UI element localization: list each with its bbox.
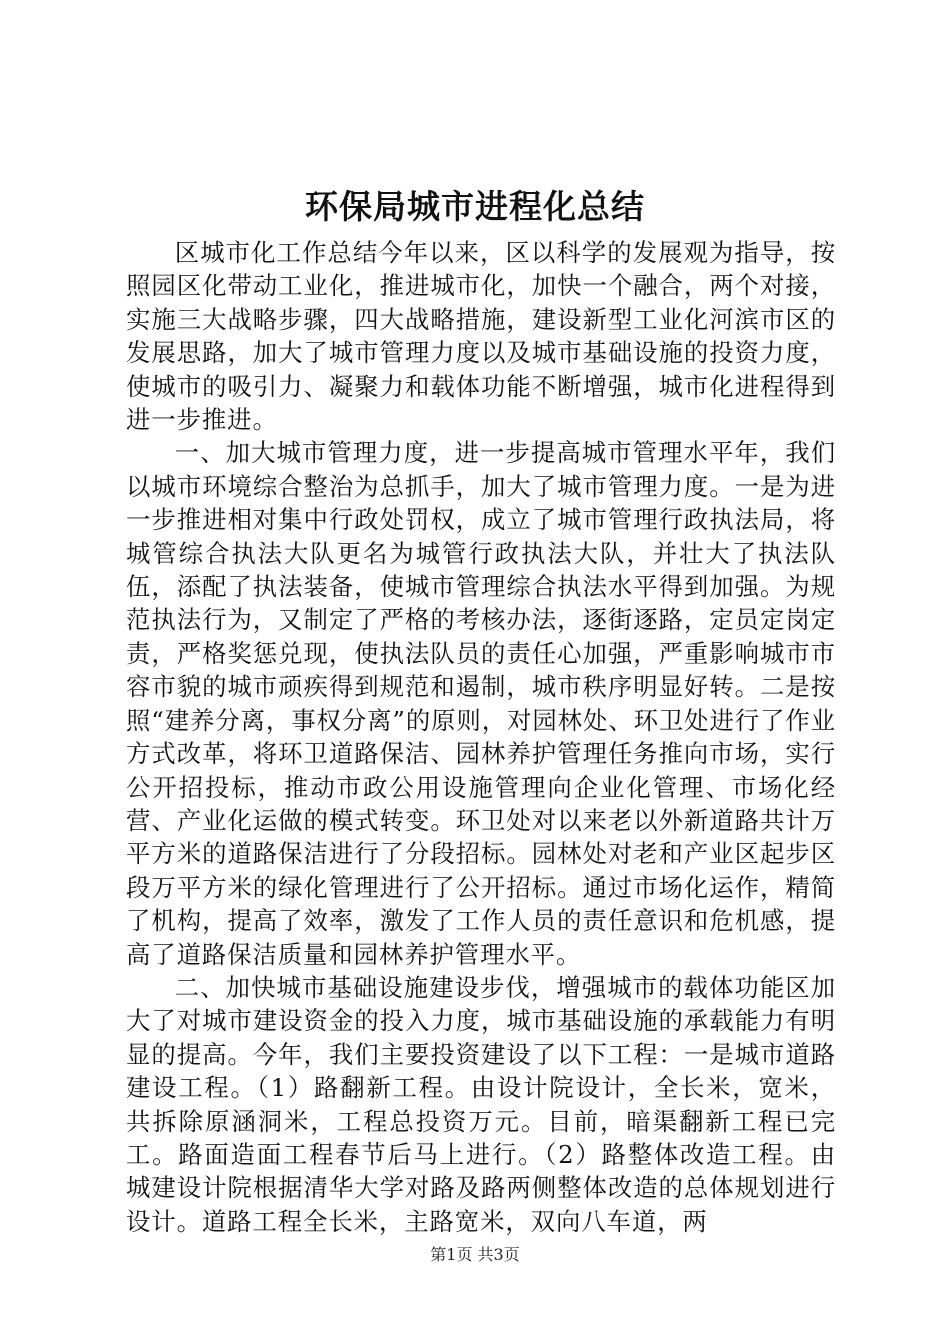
paragraph-section-one: 一、加大城市管理力度，进一步提高城市管理水平年，我们以城市环境综合整治为总抓手，加大了城市管理力度。一是为进一步推进相对集中行政处罚权，成立了城市管理行政执法局，将城管综合执法大队更名为城管行政执法大队，并壮大了执法队伍，添配了执法装备，使城市管理综合执法水平得到加强。为规范执法行为，又制定了严格的考核办法，逐街逐路，定员定岗定责，严格奖惩兑现，使执法队员的责任心加强，严重影响城市市容市貌的城市顽疾得到规范和遏制，城市秩序明显好转。二是按照“建养分离，事权分离”的原则，对园林处、环卫处进行了作业方式改革，将环卫道路保洁、园林养护管理任务推向市场，实行公开招投标，推动市政公用设施管理向企业化管理、市场化经营、产业化运做的模式转变。环卫处对以来老以外新道路共计万平方米的道路保洁进行了分段招标。园林处对老和产业区起步区段万平方米的绿化管理进行了公开招标。通过市场化运作，精简了机构，提高了效率，激发了工作人员的责任意识和危机感，提高了道路保洁质量和园林养护管理水平。 [126,438,836,969]
page-indicator: 第1页 共3页 [430,1245,520,1264]
document-title: 环保局城市进程化总结 [305,187,645,226]
paragraph-intro: 区城市化工作总结今年以来，区以科学的发展观为指导，按照园区化带动工业化，推进城市化，加快一个融合，两个对接，实施三大战略步骤，四大战略措施，建设新型工业化河滨市区的发展思路，加大了城市管理力度以及城市基础设施的投资力度，使城市的吸引力、凝聚力和载体功能不断增强，城市化进程得到进一步推进。 [126,238,836,435]
document-body [126,236,836,1238]
page-footer [0,1243,950,1267]
paragraph-section-two: 二、加快城市基础设施建设步伐，增强城市的载体功能区加大了对城市建设资金的投入力度，城市基础设施的承载能力有明显的提高。今年，我们主要投资建设了以下工程：一是城市道路建设工程。（1）路翻新工程。由设计院设计，全长米，宽米，共拆除原涵洞米，工程总投资万元。目前，暗渠翻新工程已完工。路面造面工程春节后马上进行。（2）路整体改造工程。由城建设计院根据清华大学对路及路两侧整体改造的总体规划进行设计。道路工程全长米，主路宽米，双向八车道，两 [126,972,836,1236]
